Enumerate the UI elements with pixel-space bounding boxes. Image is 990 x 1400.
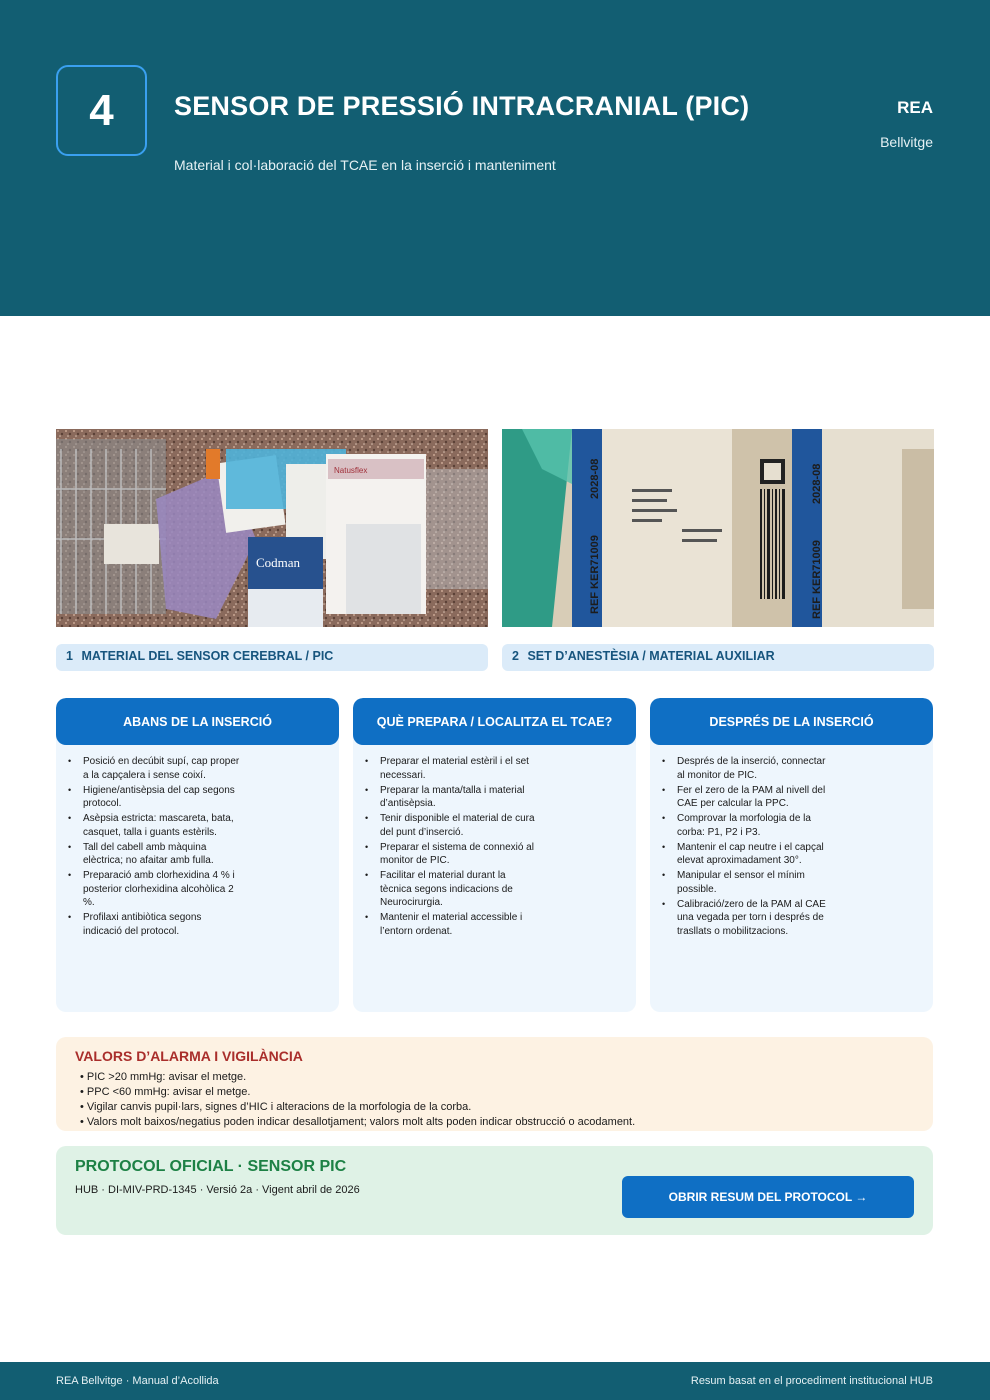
card-title: ABANS DE LA INSERCIÓ [56, 698, 339, 745]
list-item: • Preparar el material estèril i el set necessari. [380, 755, 538, 782]
protocol-meta: HUB · DI-MIV-PRD-1345 · Versió 2a · Vigent abril de 2026 [75, 1184, 360, 1196]
alarm-item: • Vigilar canvis pupil·lars, signes d’HIC i alteracions de la morfologia de la corba. [80, 1101, 472, 1113]
list-item: • Preparar la manta/talla i material d’antisèpsia. [380, 784, 538, 811]
page-subtitle: Material i col·laboració del TCAE en la inserció i manteniment [174, 157, 556, 173]
caption-number: 2 [512, 649, 519, 663]
list-item: • Preparació amb clorhexidina 4 % i posterior clorhexidina alcohòlica 2 %. [83, 869, 241, 910]
alarm-item: • PIC >20 mmHg: avisar el metge. [80, 1071, 247, 1083]
list-item: • Després de la inserció, connectar al monitor de PIC. [677, 755, 835, 782]
list-item: • Facilitar el material durant la tècnica segons indicacions de Neurocirurgia. [380, 869, 538, 910]
photo-sensor-material [56, 429, 488, 627]
list-item: • Tall del cabell amb màquina elèctrica; no afaitar amb fulla. [83, 841, 241, 868]
page-title: SENSOR DE PRESSIÓ INTRACRANIAL (PIC) [174, 91, 750, 121]
list-item: • Calibració/zero de la PAM al CAE una vegada per torn i després de trasllats o mobilitzacions. [677, 898, 835, 939]
list-item: • Tenir disponible el material de cura del punt d’inserció. [380, 812, 538, 839]
site-label: Bellvitge [880, 134, 933, 150]
natusflex-label: Natusflex [334, 466, 368, 475]
bullet-list [650, 745, 835, 938]
alarm-item: • PPC <60 mmHg: avisar el metge. [80, 1086, 251, 1098]
list-item: • Higiene/antisèpsia del cap segons protocol. [83, 784, 241, 811]
expiry-label-left: 2028-08 [589, 458, 601, 499]
list-item: • Mantenir el material accessible i l’entorn ordenat. [380, 911, 538, 938]
card-before-insertion [56, 698, 339, 1012]
protocol-title: PROTOCOL OFICIAL · SENSOR PIC [75, 1158, 347, 1175]
card-title: QUÈ PREPARA / LOCALITZA EL TCAE? [353, 698, 636, 745]
footer-left-text: REA Bellvitge · Manual d’Acollida [56, 1375, 219, 1387]
official-protocol-box [56, 1146, 933, 1235]
list-item: • Preparar el sistema de connexió al monitor de PIC. [380, 841, 538, 868]
photo-caption [502, 644, 934, 671]
list-item: • Fer el zero de la PAM al nivell del CAE per calcular la PPC. [677, 784, 835, 811]
expiry-label-right: 2028-08 [811, 463, 823, 504]
alarm-item: • Valors molt baixos/negatius poden indicar desallotjament; valors molt alts poden indicar obstrucció o acodament. [80, 1116, 636, 1128]
header-banner [0, 0, 990, 316]
alarm-title: VALORS D’ALARMA I VIGILÀNCIA [75, 1048, 303, 1064]
list-item: • Comprovar la morfologia de la corba: P1, P2 i P3. [677, 812, 835, 839]
photo-caption [56, 644, 488, 671]
ref-label-left: REF KER71009 [589, 535, 601, 614]
unit-label: REA [897, 98, 933, 117]
list-item: • Asèpsia estricta: mascareta, bata, casquet, talla i guants estèrils. [83, 812, 241, 839]
footer [0, 1362, 990, 1400]
card-title: DESPRÉS DE LA INSERCIÓ [650, 698, 933, 745]
caption-number: 1 [66, 649, 73, 663]
alarm-list [75, 1070, 914, 1130]
card-tcae-preparation [353, 698, 636, 1012]
bullet-list [56, 745, 241, 938]
list-item: • Manipular el sensor el mínim possible. [677, 869, 835, 896]
bullet-list [353, 745, 538, 938]
caption-text: SET D’ANESTÈSIA / MATERIAL AUXILIAR [527, 649, 775, 663]
alarm-values-box [56, 1037, 933, 1131]
footer-right-text: Resum basat en el procediment institucional HUB [690, 1375, 933, 1387]
open-protocol-button[interactable]: OBRIR RESUM DEL PROTOCOL → [622, 1176, 914, 1218]
caption-text: MATERIAL DEL SENSOR CEREBRAL / PIC [81, 649, 334, 663]
codman-label: Codman [256, 555, 301, 570]
card-after-insertion [650, 698, 933, 1012]
section-number: 4 [56, 65, 147, 156]
ref-label-right: REF KER71009 [811, 540, 823, 619]
list-item: • Mantenir el cap neutre i el capçal elevat aproximadament 30°. [677, 841, 835, 868]
list-item: • Posició en decúbit supí, cap proper a la capçalera i sense coixí. [83, 755, 241, 782]
photo-anesthesia-set [502, 429, 934, 627]
list-item: • Profilaxi antibiòtica segons indicació del protocol. [83, 911, 241, 938]
